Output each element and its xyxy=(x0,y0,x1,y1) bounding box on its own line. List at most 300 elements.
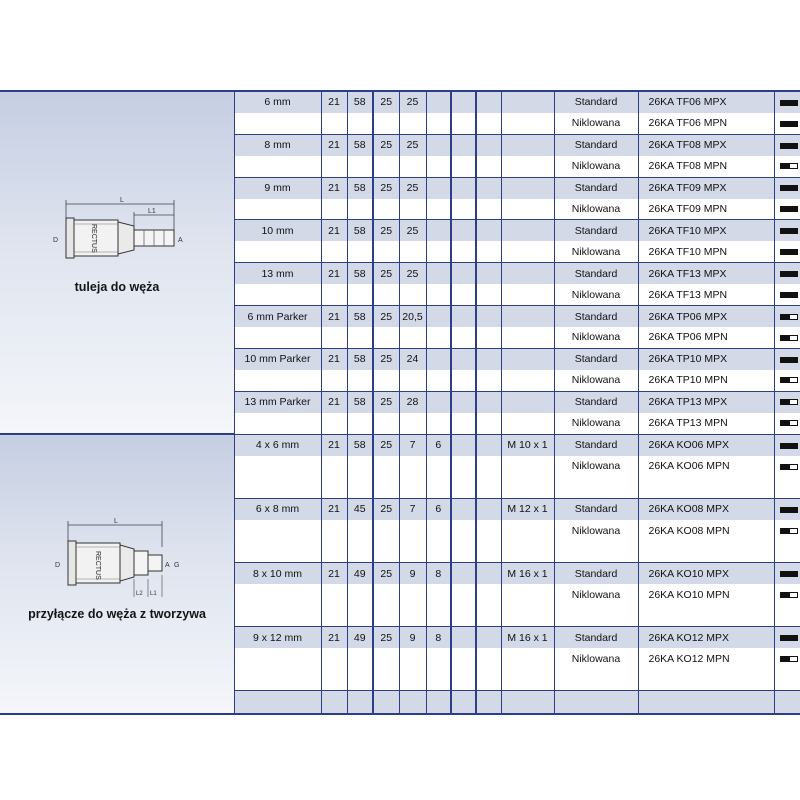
dim-l1-cell xyxy=(373,327,399,348)
dim-l1-cell: 25 xyxy=(373,627,399,649)
dim-f-cell xyxy=(451,113,476,134)
dim-l1-cell: 25 xyxy=(373,498,399,520)
thread-cell xyxy=(501,605,554,627)
half-bar-icon xyxy=(780,314,798,320)
dim-l-cell xyxy=(347,584,373,605)
dim-e-cell xyxy=(426,113,451,134)
dim-g-cell xyxy=(476,263,501,284)
half-bar-icon xyxy=(780,420,798,426)
dim-d-cell xyxy=(321,669,347,691)
dim-e-cell: 8 xyxy=(426,563,451,585)
dim-l1-cell: 25 xyxy=(373,220,399,241)
solid-bar-icon xyxy=(780,443,798,449)
size-cell: 13 mm Parker xyxy=(234,391,321,412)
finish-cell xyxy=(554,541,638,563)
dim-d-cell: 21 xyxy=(321,627,347,649)
dim-e-cell xyxy=(426,134,451,155)
dim-a-cell xyxy=(399,241,426,262)
availability-indicator-cell xyxy=(774,563,800,585)
dim-d-cell xyxy=(321,456,347,477)
dim-d-cell: 21 xyxy=(321,134,347,155)
size-cell: 13 mm xyxy=(234,263,321,284)
dim-l1-cell xyxy=(373,456,399,477)
dim-a-cell: 28 xyxy=(399,391,426,412)
dim-a-cell: 25 xyxy=(399,220,426,241)
dim-l-cell xyxy=(347,477,373,499)
dim-a-cell: 24 xyxy=(399,348,426,369)
dim-g-cell xyxy=(476,284,501,305)
availability-indicator-cell xyxy=(774,434,800,456)
dim-f-cell xyxy=(451,391,476,412)
dim-a-cell xyxy=(399,520,426,541)
solid-bar-icon xyxy=(780,100,798,106)
dim-a-cell: 25 xyxy=(399,91,426,113)
dim-d-cell xyxy=(321,413,347,435)
dim-e-cell xyxy=(426,605,451,627)
dim-l-cell: 58 xyxy=(347,391,373,412)
availability-indicator-cell xyxy=(774,327,800,348)
half-bar-icon xyxy=(780,377,798,383)
availability-indicator-cell xyxy=(774,91,800,113)
availability-indicator-cell xyxy=(774,284,800,305)
finish-cell xyxy=(554,691,638,714)
product-type-label: przyłącze do węża z tworzywa xyxy=(28,607,206,622)
finish-cell: Standard xyxy=(554,91,638,113)
thread-cell xyxy=(501,91,554,113)
availability-indicator-cell xyxy=(774,627,800,649)
finish-cell: Standard xyxy=(554,177,638,198)
product-type-label: tuleja do węża xyxy=(74,280,160,294)
dim-a-cell xyxy=(399,456,426,477)
product-code-cell: 26KA TF09 MPN xyxy=(638,199,774,220)
solid-bar-icon xyxy=(780,228,798,234)
solid-bar-icon xyxy=(780,271,798,277)
dim-l-cell: 58 xyxy=(347,263,373,284)
dim-f-cell xyxy=(451,348,476,369)
dim-a-cell xyxy=(399,648,426,669)
availability-indicator-cell xyxy=(774,156,800,177)
dim-e-cell xyxy=(426,327,451,348)
dim-l1-cell xyxy=(373,691,399,714)
dim-l1-cell: 25 xyxy=(373,91,399,113)
dim-f-cell xyxy=(451,456,476,477)
solid-bar-icon xyxy=(780,507,798,513)
dim-e-cell xyxy=(426,391,451,412)
dim-f-cell xyxy=(451,498,476,520)
finish-cell: Niklowana xyxy=(554,113,638,134)
thread-cell xyxy=(501,584,554,605)
solid-bar-icon xyxy=(780,249,798,255)
dim-label-l1: L1 xyxy=(150,591,157,598)
product-code-cell: 26KA TF08 MPN xyxy=(638,156,774,177)
dim-f-cell xyxy=(451,199,476,220)
dim-d-cell xyxy=(321,605,347,627)
dim-l-cell xyxy=(347,456,373,477)
size-cell xyxy=(234,669,321,691)
dim-f-cell xyxy=(451,91,476,113)
finish-cell: Niklowana xyxy=(554,241,638,262)
dim-g-cell xyxy=(476,113,501,134)
dim-e-cell xyxy=(426,413,451,435)
size-cell: 6 mm xyxy=(234,91,321,113)
dim-e-cell xyxy=(426,156,451,177)
dim-a-cell xyxy=(399,113,426,134)
dim-l-cell xyxy=(347,327,373,348)
product-code-cell: 26KA TP10 MPX xyxy=(638,348,774,369)
dim-e-cell xyxy=(426,669,451,691)
dim-l1-cell xyxy=(373,370,399,391)
dim-a-cell: 25 xyxy=(399,263,426,284)
dim-f-cell xyxy=(451,134,476,155)
product-code-cell: 26KA TP13 MPX xyxy=(638,391,774,412)
dim-a-cell xyxy=(399,605,426,627)
dim-f-cell xyxy=(451,605,476,627)
finish-cell: Standard xyxy=(554,306,638,327)
dim-label-d: D xyxy=(55,562,61,570)
solid-bar-icon xyxy=(780,121,798,127)
dim-g-cell xyxy=(476,605,501,627)
thread-cell xyxy=(501,669,554,691)
dim-f-cell xyxy=(451,584,476,605)
thread-cell: M 16 x 1 xyxy=(501,627,554,649)
dim-g-cell xyxy=(476,541,501,563)
size-cell xyxy=(234,199,321,220)
dim-d-cell: 21 xyxy=(321,177,347,198)
dim-l-cell: 58 xyxy=(347,348,373,369)
plastic-hose-connector-drawing xyxy=(50,517,190,601)
availability-indicator-cell xyxy=(774,113,800,134)
dim-e-cell xyxy=(426,91,451,113)
thread-cell xyxy=(501,177,554,198)
dim-l-cell: 58 xyxy=(347,306,373,327)
product-code-cell: 26KA TF06 MPX xyxy=(638,91,774,113)
dim-l1-cell xyxy=(373,520,399,541)
availability-indicator-cell xyxy=(774,669,800,691)
product-code-cell xyxy=(638,691,774,714)
dim-a-cell xyxy=(399,669,426,691)
thread-cell xyxy=(501,370,554,391)
dim-l1-cell xyxy=(373,156,399,177)
dim-f-cell xyxy=(451,306,476,327)
dim-e-cell: 6 xyxy=(426,434,451,456)
dim-d-cell xyxy=(321,156,347,177)
finish-cell: Niklowana xyxy=(554,584,638,605)
thread-cell xyxy=(501,348,554,369)
dim-d-cell xyxy=(321,541,347,563)
size-cell: 10 mm xyxy=(234,220,321,241)
dim-l-cell: 58 xyxy=(347,91,373,113)
finish-cell: Standard xyxy=(554,220,638,241)
product-code-cell xyxy=(638,541,774,563)
dim-a-cell xyxy=(399,156,426,177)
dim-d-cell: 21 xyxy=(321,563,347,585)
size-cell xyxy=(234,520,321,541)
dim-e-cell xyxy=(426,648,451,669)
dim-l1-cell xyxy=(373,584,399,605)
dim-d-cell xyxy=(321,241,347,262)
product-code-cell: 26KA TP10 MPN xyxy=(638,370,774,391)
dim-l-cell xyxy=(347,413,373,435)
finish-cell: Niklowana xyxy=(554,520,638,541)
availability-indicator-cell xyxy=(774,498,800,520)
dim-l-cell xyxy=(347,241,373,262)
dim-f-cell xyxy=(451,648,476,669)
dim-l-cell xyxy=(347,199,373,220)
size-cell xyxy=(234,241,321,262)
finish-cell: Standard xyxy=(554,391,638,412)
product-code-cell: 26KA TF10 MPN xyxy=(638,241,774,262)
dim-f-cell xyxy=(451,434,476,456)
finish-cell: Standard xyxy=(554,498,638,520)
size-cell xyxy=(234,370,321,391)
dim-f-cell xyxy=(451,541,476,563)
dim-l1-cell: 25 xyxy=(373,563,399,585)
availability-indicator-cell xyxy=(774,263,800,284)
dim-g-cell xyxy=(476,306,501,327)
dim-f-cell xyxy=(451,627,476,649)
dim-e-cell xyxy=(426,306,451,327)
thread-cell xyxy=(501,113,554,134)
dim-e-cell xyxy=(426,456,451,477)
size-cell xyxy=(234,541,321,563)
size-cell xyxy=(234,456,321,477)
thread-cell xyxy=(501,456,554,477)
dim-l-cell: 49 xyxy=(347,627,373,649)
size-cell xyxy=(234,584,321,605)
size-cell: 9 mm xyxy=(234,177,321,198)
dim-f-cell xyxy=(451,177,476,198)
size-cell: 8 x 10 mm xyxy=(234,563,321,585)
product-code-cell: 26KA TF13 MPN xyxy=(638,284,774,305)
dim-f-cell xyxy=(451,327,476,348)
dim-a-cell xyxy=(399,477,426,499)
product-code-cell: 26KA TP13 MPN xyxy=(638,413,774,435)
dim-g-cell xyxy=(476,669,501,691)
dim-l-cell xyxy=(347,156,373,177)
solid-bar-icon xyxy=(780,143,798,149)
dim-g-cell xyxy=(476,199,501,220)
thread-cell xyxy=(501,413,554,435)
finish-cell: Standard xyxy=(554,563,638,585)
dim-f-cell xyxy=(451,220,476,241)
dim-label-a: A xyxy=(178,237,183,244)
finish-cell xyxy=(554,669,638,691)
thread-cell: M 12 x 1 xyxy=(501,498,554,520)
product-code-cell: 26KA KO12 MPN xyxy=(638,648,774,669)
thread-cell: M 10 x 1 xyxy=(501,434,554,456)
dim-label-g: G xyxy=(174,562,180,570)
dim-e-cell xyxy=(426,691,451,714)
dim-f-cell xyxy=(451,241,476,262)
dim-a-cell xyxy=(399,370,426,391)
half-bar-icon xyxy=(780,528,798,534)
thread-cell xyxy=(501,520,554,541)
thread-cell xyxy=(501,648,554,669)
dim-l1-cell: 25 xyxy=(373,177,399,198)
finish-cell: Standard xyxy=(554,627,638,649)
thread-cell xyxy=(501,391,554,412)
dim-l1-cell: 25 xyxy=(373,263,399,284)
product-code-cell xyxy=(638,477,774,499)
dim-f-cell xyxy=(451,370,476,391)
finish-cell: Niklowana xyxy=(554,327,638,348)
availability-indicator-cell xyxy=(774,648,800,669)
dim-d-cell xyxy=(321,691,347,714)
dim-e-cell xyxy=(426,177,451,198)
finish-cell: Standard xyxy=(554,263,638,284)
dim-a-cell: 9 xyxy=(399,563,426,585)
dim-l1-cell xyxy=(373,541,399,563)
size-cell xyxy=(234,691,321,714)
size-cell: 6 x 8 mm xyxy=(234,498,321,520)
dim-a-cell xyxy=(399,327,426,348)
thread-cell xyxy=(501,284,554,305)
product-code-cell: 26KA TF13 MPX xyxy=(638,263,774,284)
dim-e-cell: 6 xyxy=(426,498,451,520)
availability-indicator-cell xyxy=(774,306,800,327)
product-description-panel xyxy=(0,434,234,713)
dim-l-cell xyxy=(347,648,373,669)
dim-g-cell xyxy=(476,648,501,669)
finish-cell: Niklowana xyxy=(554,284,638,305)
dim-l-cell xyxy=(347,669,373,691)
product-code-cell xyxy=(638,669,774,691)
half-bar-icon xyxy=(780,399,798,405)
dim-label-l: L xyxy=(120,197,124,204)
dim-l1-cell xyxy=(373,199,399,220)
dim-e-cell xyxy=(426,241,451,262)
dim-g-cell xyxy=(476,520,501,541)
table-row xyxy=(0,91,800,113)
dim-d-cell xyxy=(321,520,347,541)
size-cell: 9 x 12 mm xyxy=(234,627,321,649)
size-cell xyxy=(234,477,321,499)
size-cell xyxy=(234,413,321,435)
dim-l-cell: 58 xyxy=(347,134,373,155)
finish-cell: Standard xyxy=(554,434,638,456)
half-bar-icon xyxy=(780,656,798,662)
dim-l-cell xyxy=(347,520,373,541)
dim-l-cell xyxy=(347,541,373,563)
size-cell: 6 mm Parker xyxy=(234,306,321,327)
dim-label-a: A xyxy=(165,562,170,570)
thread-cell xyxy=(501,691,554,714)
dim-g-cell xyxy=(476,91,501,113)
dim-a-cell: 25 xyxy=(399,134,426,155)
dim-l-cell: 58 xyxy=(347,177,373,198)
dim-g-cell xyxy=(476,584,501,605)
dim-e-cell xyxy=(426,541,451,563)
size-cell xyxy=(234,284,321,305)
dim-label-l2: L2 xyxy=(136,591,143,598)
dim-l-cell: 58 xyxy=(347,220,373,241)
product-code-cell xyxy=(638,605,774,627)
product-code-cell: 26KA TF08 MPX xyxy=(638,134,774,155)
dim-l-cell: 58 xyxy=(347,434,373,456)
availability-indicator-cell xyxy=(774,477,800,499)
dim-l-cell xyxy=(347,605,373,627)
dim-g-cell xyxy=(476,327,501,348)
availability-indicator-cell xyxy=(774,220,800,241)
dim-g-cell xyxy=(476,177,501,198)
dim-d-cell: 21 xyxy=(321,306,347,327)
availability-indicator-cell xyxy=(774,605,800,627)
solid-bar-icon xyxy=(780,357,798,363)
dim-e-cell xyxy=(426,477,451,499)
dim-l-cell xyxy=(347,370,373,391)
product-code-cell: 26KA KO10 MPN xyxy=(638,584,774,605)
dim-a-cell: 7 xyxy=(399,434,426,456)
dim-e-cell: 8 xyxy=(426,627,451,649)
dim-e-cell xyxy=(426,220,451,241)
dim-g-cell xyxy=(476,134,501,155)
finish-cell: Niklowana xyxy=(554,413,638,435)
thread-cell xyxy=(501,327,554,348)
dim-l-cell: 49 xyxy=(347,563,373,585)
half-bar-icon xyxy=(780,163,798,169)
dim-e-cell xyxy=(426,348,451,369)
hose-barb-coupling-drawing xyxy=(48,196,188,268)
dim-g-cell xyxy=(476,348,501,369)
dim-l1-cell xyxy=(373,241,399,262)
availability-indicator-cell xyxy=(774,391,800,412)
dim-d-cell: 21 xyxy=(321,263,347,284)
thread-cell xyxy=(501,199,554,220)
finish-cell xyxy=(554,605,638,627)
finish-cell: Niklowana xyxy=(554,199,638,220)
dim-l1-cell: 25 xyxy=(373,134,399,155)
availability-indicator-cell xyxy=(774,241,800,262)
thread-cell xyxy=(501,263,554,284)
dim-f-cell xyxy=(451,263,476,284)
dim-a-cell xyxy=(399,413,426,435)
dim-d-cell xyxy=(321,477,347,499)
product-code-cell: 26KA KO12 MPX xyxy=(638,627,774,649)
thread-cell xyxy=(501,241,554,262)
size-cell xyxy=(234,327,321,348)
dim-l1-cell: 25 xyxy=(373,348,399,369)
solid-bar-icon xyxy=(780,206,798,212)
dim-g-cell xyxy=(476,241,501,262)
dim-d-cell xyxy=(321,648,347,669)
finish-cell: Niklowana xyxy=(554,648,638,669)
thread-cell xyxy=(501,156,554,177)
dim-d-cell: 21 xyxy=(321,391,347,412)
dim-d-cell xyxy=(321,584,347,605)
brand-label: RECTUS xyxy=(90,224,97,253)
solid-bar-icon xyxy=(780,635,798,641)
dim-d-cell: 21 xyxy=(321,434,347,456)
dim-f-cell xyxy=(451,477,476,499)
table-row xyxy=(0,434,800,456)
dim-l1-cell: 25 xyxy=(373,434,399,456)
thread-cell xyxy=(501,477,554,499)
product-code-cell: 26KA KO08 MPN xyxy=(638,520,774,541)
dim-l1-cell xyxy=(373,284,399,305)
thread-cell xyxy=(501,220,554,241)
dim-d-cell: 21 xyxy=(321,348,347,369)
availability-indicator-cell xyxy=(774,134,800,155)
dim-g-cell xyxy=(476,563,501,585)
dim-g-cell xyxy=(476,434,501,456)
dim-d-cell xyxy=(321,370,347,391)
product-description-panel xyxy=(0,91,234,434)
dim-d-cell xyxy=(321,113,347,134)
thread-cell xyxy=(501,134,554,155)
product-spec-table xyxy=(0,90,800,715)
dim-l1-cell xyxy=(373,113,399,134)
dim-a-cell: 9 xyxy=(399,627,426,649)
